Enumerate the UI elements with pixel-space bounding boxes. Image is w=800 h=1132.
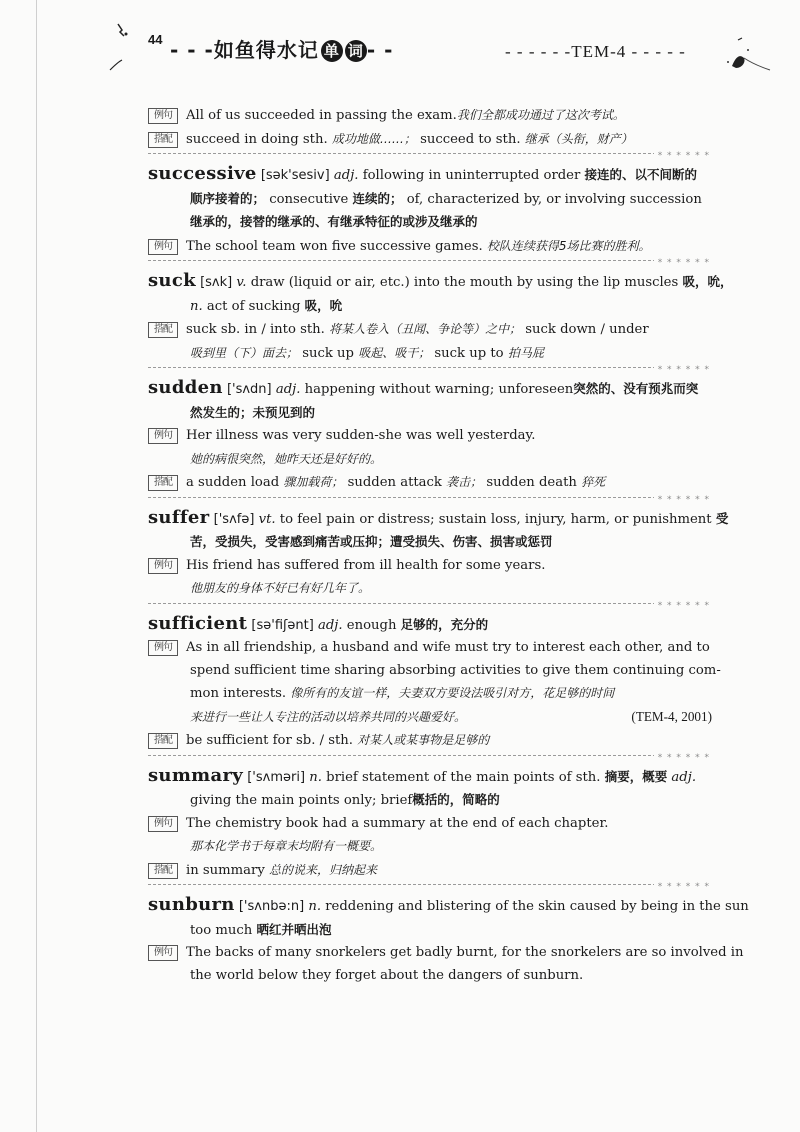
- example-tag: 例句: [148, 108, 178, 124]
- headword: suck: [148, 270, 196, 291]
- collocation-tag: 搭配: [148, 863, 178, 879]
- headword: successive: [148, 163, 257, 184]
- intro-example: 例句 All of us succeeded in passing the exam.我们全都成功通过了这次考试。: [148, 104, 720, 128]
- circle-char-ci: 词: [345, 40, 367, 62]
- collocation-tag: 搭配: [148, 475, 178, 491]
- entry-suffer: suffer ['sʌfə] vt. to feel pain or distress; sustain loss, injury, harm, or punishment 受: [148, 506, 729, 528]
- collocation-tag: 搭配: [148, 733, 178, 749]
- book-title: [170, 34, 393, 63]
- title-text: 如鱼得水记: [213, 38, 319, 62]
- entry-separator: [148, 884, 696, 885]
- binding-edge: [36, 0, 37, 1132]
- entry-suck: suck [sʌk] v. draw (liquid or air, etc.) into the mouth by using the lip muscles 吸，吮，: [148, 270, 733, 291]
- entry-separator: [148, 153, 696, 154]
- example-suffer: 例句 His friend has suffered from ill health for some years.: [148, 555, 720, 578]
- entry-successive: successive [sək'sesiv] adj. following in uninterrupted order 接连的、以不间断的: [148, 163, 698, 184]
- example-sudden: 例句 Her illness was very sudden-she was well yesterday.: [148, 425, 720, 448]
- headword: sunburn: [148, 894, 235, 915]
- headword: summary: [148, 764, 244, 786]
- phonetic: [sʌk]: [200, 275, 233, 290]
- example-tag: 例句: [148, 816, 178, 832]
- entry-separator: [148, 367, 696, 368]
- phonetic: ['sʌdn]: [226, 382, 272, 397]
- collocation-tag: 搭配: [148, 322, 178, 338]
- entries: 例句 All of us succeeded in passing the exam.我们全都成功通过了这次考试。 搭配 succeed in doing sth. 成功地做……； succeed to sth. 继承（头衔，财产） * * * successive [sək'sesiv] adj. following in uninterrupted order 接连的、以不间断的 顺序接着的； consecutive 连续的； of, characterized by, or involving succession 继承的，接替的继承的、有继承特征的或涉及继承的 例句 The school team won five successive games. 校队连续获得5场比赛的胜利。 * * * suck [sʌk] v. draw (liquid or air, etc.) into the mouth by using the lip muscles 吸，吮， n. act of sucking 吸，吮 搭配 suck sb. in / into sth. 将某人卷入（丑闻、争论等）之中； suck down / under 吸到里（下）面去； suck up 吸起、吸干； suck up to 拍马屁 * * * sudden ['sʌdn] adj. happening without warning; unforeseen突然的、没有预兆而突 然发生的；未预见到的 例句 Her illness was very sudden-she was well yesterday. 她的病很突然，她昨天还是好好的。 搭配 a sudden load 骤加载荷； sudden attack 袭击； sudden death 猝死 * * * suffer ['sʌfə] vt. to feel pain or distress; sustain loss, injury, harm, or punishment 受 苦，受损失，受害感到痛苦或压抑；遭受损失、伤害、损害或惩罚 例句 His friend has suffered from ill health for some years. 他朋友的身体不好已有好几年了。 * * * sufficient [sə'fiʃənt] adj. enough 足够的，充分的 例句 As in all friendship, a husband and wife must try to interest each other, and to spend sufficient time sharing absorbing activities to give them continuing com- mon interests. 像所有的友谊一样，夫妻双方要设法吸引对方，花足够的时间 来进行一些让人专注的活动以培养共同的兴趣爱好。 (TEM-4, 2001) 搭配 be sufficient for sb. / sth. 对某人或某事物是足够的 * * * summary ['sʌməri] n. brief statement of the main points of sth. 摘要，概要 adj. giving the main points only; brief概括的，简略的 例句 The chemistry book had a summary at the end of each chapter. 那本化学书于每章末均附有一概要。 搭配 in summary 总的说来，归纳起来 * * * sunburn ['sʌnbə:n] n. reddening and blistering of the skin caused by being in the sun too much 晒红并晒出泡 例句 The backs of many snorkelers get badly burnt, for the snorkelers are so involved in the world below they forget about the dangers of sunburn.: [148, 104, 720, 987]
- phonetic: [sək'sesiv]: [260, 168, 330, 183]
- collocation-summary: 搭配 in summary 总的说来，归纳起来: [148, 859, 720, 883]
- example-tag: 例句: [148, 428, 178, 444]
- example-tag: 例句: [148, 239, 178, 255]
- intro-collocation: 搭配 succeed in doing sth. 成功地做……； succeed to sth. 继承（头衔，财产）: [148, 128, 720, 152]
- entry-sufficient: sufficient [sə'fiʃənt] adj. enough 足够的，充分的: [148, 612, 489, 634]
- example-tag: 例句: [148, 558, 178, 574]
- example-successive: 例句 The school team won five successive games. 校队连续获得5场比赛的胜利。: [148, 235, 720, 259]
- headword: suffer: [148, 506, 210, 528]
- entry-separator: [148, 603, 696, 604]
- entry-sunburn: sunburn ['sʌnbə:n] n. reddening and blistering of the skin caused by being in the sun: [148, 894, 749, 915]
- example-tag: 例句: [148, 945, 178, 961]
- phonetic: [sə'fiʃənt]: [251, 617, 314, 633]
- phonetic: ['sʌfə]: [213, 511, 255, 527]
- collocation-suck: 搭配 suck sb. in / into sth. 将某人卷入（丑闻、争论等）之中； suck down / under: [148, 318, 720, 342]
- example-tag: 例句: [148, 640, 178, 656]
- source-citation: (TEM-4, 2001): [631, 708, 712, 724]
- headword: sufficient: [148, 612, 248, 634]
- ink-splash-right-icon: [718, 36, 774, 76]
- example-sufficient: 例句 As in all friendship, a husband and wife must try to interest each other, and to: [148, 637, 720, 660]
- collocation-tag: 搭配: [148, 132, 178, 148]
- example-summary: 例句 The chemistry book had a summary at the end of each chapter.: [148, 813, 720, 836]
- entry-separator: [148, 260, 696, 261]
- page-number: 44: [148, 32, 163, 47]
- exam-label: - - - - - -TEM-4 - - - - -: [505, 42, 686, 61]
- headword: sudden: [148, 377, 223, 398]
- circle-char-dan: 单: [321, 40, 343, 62]
- ink-splash-left-icon: [104, 20, 144, 80]
- example-sunburn: 例句 The backs of many snorkelers get badly burnt, for the snorkelers are so involved in: [148, 942, 720, 965]
- entry-separator: [148, 497, 696, 498]
- title-dashes-left: - - -: [170, 38, 214, 62]
- entry-sudden: sudden ['sʌdn] adj. happening without warning; unforeseen突然的、没有预兆而突: [148, 377, 699, 398]
- title-dashes-mid: - -: [366, 38, 394, 62]
- entry-summary: summary ['sʌməri] n. brief statement of the main points of sth. 摘要，概要 adj.: [148, 764, 697, 786]
- collocation-sufficient: 搭配 be sufficient for sb. / sth. 对某人或某事物是足够的: [148, 729, 720, 753]
- phonetic: ['sʌməri]: [247, 769, 306, 785]
- collocation-sudden: 搭配 a sudden load 骤加载荷； sudden attack 袭击； sudden death 猝死: [148, 471, 720, 495]
- entry-separator: [148, 755, 696, 756]
- phonetic: ['sʌnbə:n]: [238, 899, 305, 914]
